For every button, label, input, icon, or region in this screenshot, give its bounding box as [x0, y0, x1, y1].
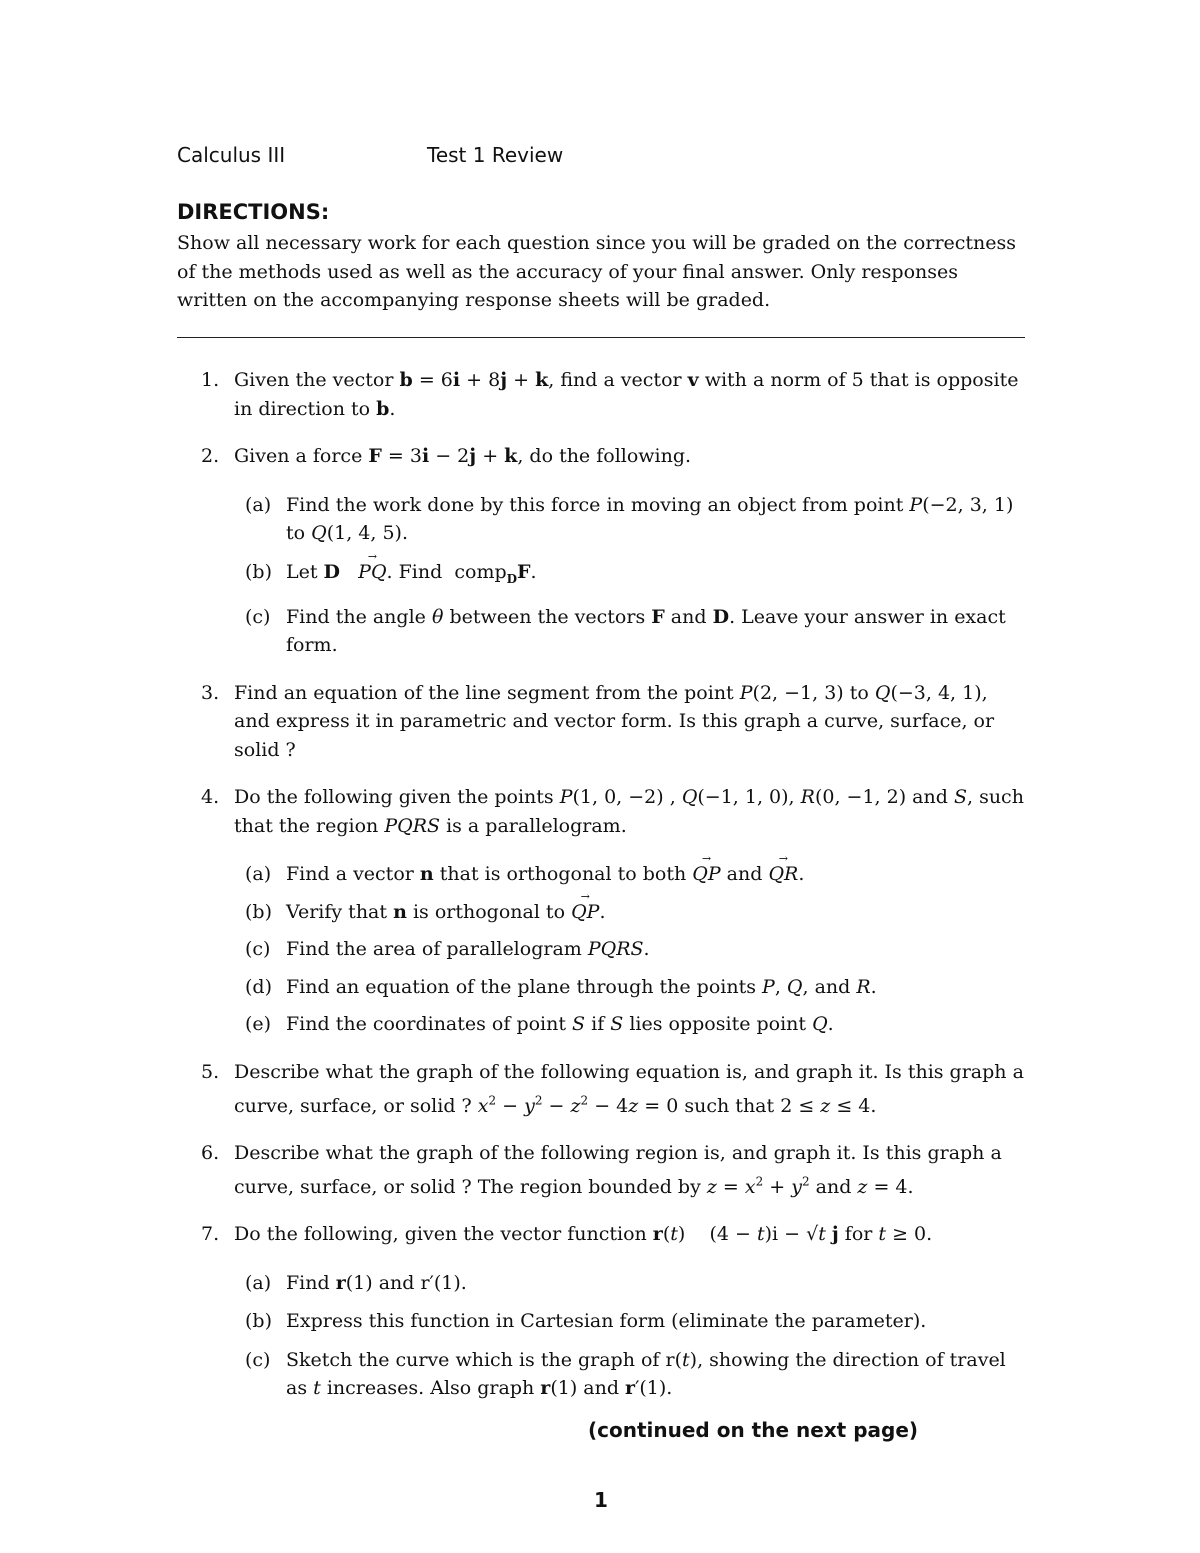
subquestion-label: (b) [245, 1310, 272, 1333]
subquestion-7b [234, 1307, 1027, 1336]
horizontal-rule [177, 337, 1025, 338]
question-number: 1. [201, 369, 220, 391]
subquestion-text: Find r(1) and r′(1). [286, 1271, 467, 1294]
question-1 [177, 366, 1027, 423]
question-list [177, 366, 1027, 1422]
subquestion-text: Find the coordinates of point S if S lies opposite point Q. [286, 1013, 834, 1036]
subquestion-text: Express this function in Cartesian form (eliminate the parameter). [286, 1310, 927, 1333]
question-7 [177, 1220, 1027, 1403]
subquestion-2b [234, 558, 1027, 593]
question-6 [177, 1139, 1027, 1201]
question-number: 2. [201, 445, 220, 467]
subquestion-label: (a) [245, 1271, 272, 1294]
question-text: Do the following given the points P(1, 0, −2) , Q(−1, 1, 0), R(0, −1, 2) and S, such that the region PQRS is a parallelogram. [234, 786, 1024, 837]
subquestion-text: Find a vector n that is orthogonal to both → QP and → QR. [286, 863, 804, 885]
subquestion-text: Find the work done by this force in moving an object from point P(−2, 3, 1) to Q(1, 4, 5). [286, 493, 1014, 544]
question-number: 5. [201, 1060, 220, 1083]
subquestion-list [234, 860, 1027, 1039]
question-4 [177, 783, 1027, 1039]
question-number: 3. [201, 681, 220, 704]
subquestion-label: (c) [245, 938, 271, 961]
subquestion-4d [234, 973, 1027, 1002]
subquestion-text: Find the area of parallelogram PQRS. [286, 938, 650, 961]
question-text: Given the vector b = 6i + 8j + k, find a vector v with a norm of 5 that is opposite in direction to b. [234, 369, 1019, 420]
course-title: Calculus III [177, 143, 286, 167]
subquestion-list [234, 491, 1027, 660]
subquestion-2c [234, 603, 1027, 660]
subquestion-text: Verify that n is orthogonal to → QP. [286, 901, 605, 923]
directions-text: Show all necessary work for each question since you will be graded on the correctness of the methods used as well as the accuracy of your final answer. Only responses written on the accompanying response sheets will be graded. [177, 232, 1017, 311]
subquestion-text: Find the angle θ between the vectors F and D. Leave your answer in exact form. [286, 605, 1006, 657]
question-number: 4. [201, 786, 220, 809]
test-title: Test 1 Review [427, 143, 564, 167]
question-text: Describe what the graph of the following equation is, and graph it. Is this graph a curve, surface, or solid ? $x^2 - y^2 - z^2 - 4z = 0$ such that 2 ≤ z ≤ 4. [234, 1060, 1024, 1117]
subquestion-7a [234, 1269, 1027, 1298]
subquestion-7c [234, 1346, 1027, 1403]
directions-heading: DIRECTIONS: [177, 200, 330, 224]
subquestion-text: Let D → PQ. Find comp$_D$F. [286, 561, 537, 583]
subquestion-label: (b) [245, 560, 272, 583]
question-text: Describe what the graph of the following region is, and graph it. Is this graph a curve, surface, or solid ? The region bounded by $z = x^2 + y^2$ and z = 4. [234, 1142, 1002, 1198]
question-5 [177, 1058, 1027, 1120]
subquestion-label: (c) [245, 1348, 271, 1371]
question-text: Find an equation of the line segment from the point P(2, −1, 3) to Q(−3, 4, 1), and express it in parametric and vector form. Is this graph a curve, surface, or solid ? [234, 681, 995, 761]
subquestion-label: (d) [245, 975, 272, 998]
question-number: 6. [201, 1142, 220, 1165]
subquestion-label: (e) [245, 1013, 272, 1036]
question-3 [177, 679, 1027, 765]
subquestion-label: (c) [245, 605, 271, 628]
question-text: Given a force F = 3i − 2j + k, do the following. [234, 445, 692, 467]
subquestion-text: Sketch the curve which is the graph of r(t), showing the direction of travel as t increases. Also graph r(1) and r′(1). [286, 1348, 1006, 1400]
subquestion-4b [234, 898, 1027, 927]
subquestion-4c [234, 935, 1027, 964]
subquestion-2a [234, 491, 1027, 548]
subquestion-label: (a) [245, 863, 272, 886]
page-number: 1 [594, 1488, 608, 1512]
subquestion-label: (b) [245, 900, 272, 923]
subquestion-4e [234, 1010, 1027, 1039]
continued-note: (continued on the next page) [588, 1418, 919, 1442]
subquestion-text: Find an equation of the plane through the points P, Q, and R. [286, 975, 877, 998]
subquestion-label: (a) [245, 493, 272, 516]
question-number: 7. [201, 1223, 220, 1246]
subquestion-4a [234, 860, 1027, 889]
question-text: Do the following, given the vector function r(t) (4 − t)i − √t j for t ≥ 0. [234, 1223, 933, 1246]
subquestion-list [234, 1269, 1027, 1403]
question-2 [177, 442, 1027, 660]
